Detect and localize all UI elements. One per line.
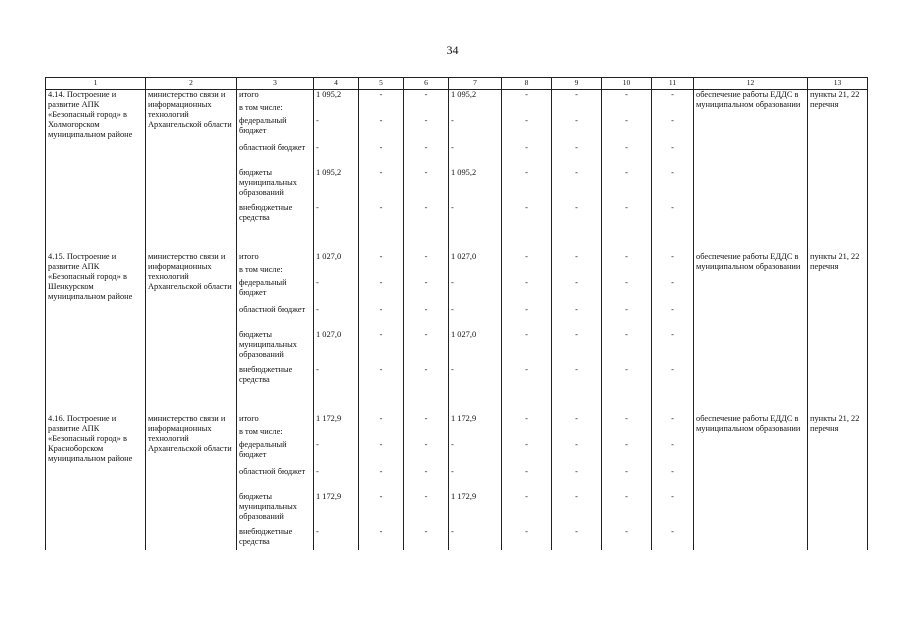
value-cell-c11: - (652, 305, 694, 330)
funding-source-label: федеральный бюджет (237, 116, 314, 143)
expected-result: обеспечение работы ЕДДС в муниципальном образовании (694, 90, 808, 227)
activity-name: 4.14. Построение и развитие АПК «Безопасный город» в Холмогорском муниципальном районе (46, 90, 146, 227)
value-cell-c8 (502, 265, 552, 278)
value-cell-c11: - (652, 143, 694, 168)
table-body (46, 90, 868, 551)
funding-source-label: областной бюджет (237, 143, 314, 168)
value-cell-c5: - (359, 116, 404, 143)
value-cell-c10 (602, 265, 652, 278)
reference: пункты 21, 22 перечня (808, 252, 868, 388)
value-cell-c8: - (502, 330, 552, 365)
value-cell-c6: - (404, 330, 449, 365)
spacer-cell (552, 226, 602, 252)
value-cell-c5: - (359, 414, 404, 427)
value-cell-c4: 1 027,0 (314, 252, 359, 265)
value-cell-c4: - (314, 143, 359, 168)
table-row (46, 252, 868, 265)
funding-source-label: федеральный бюджет (237, 440, 314, 467)
value-cell-c8: - (502, 90, 552, 104)
budget-table (45, 77, 868, 550)
value-cell-c9: - (552, 330, 602, 365)
value-cell-c8: - (502, 305, 552, 330)
value-cell-c5: - (359, 168, 404, 203)
value-cell-c11: - (652, 467, 694, 492)
value-cell-c6: - (404, 440, 449, 467)
value-cell-c9: - (552, 90, 602, 104)
value-cell-c9 (552, 265, 602, 278)
funding-source-label: областной бюджет (237, 467, 314, 492)
value-cell-c4: 1 095,2 (314, 90, 359, 104)
value-cell-c11: - (652, 90, 694, 104)
value-cell-c10: - (602, 492, 652, 527)
spacer-cell (237, 388, 314, 414)
value-cell-c7: - (449, 467, 502, 492)
value-cell-c9 (552, 427, 602, 440)
value-cell-c9: - (552, 414, 602, 427)
spacer-cell (602, 388, 652, 414)
table-row (46, 414, 868, 427)
value-cell-c10: - (602, 305, 652, 330)
value-cell-c5: - (359, 467, 404, 492)
funding-source-label: итого (237, 90, 314, 104)
value-cell-c7 (449, 427, 502, 440)
funding-source-label: федеральный бюджет (237, 278, 314, 305)
value-cell-c8 (502, 427, 552, 440)
value-cell-c6: - (404, 168, 449, 203)
value-cell-c4: 1 027,0 (314, 330, 359, 365)
value-cell-c11: - (652, 414, 694, 427)
value-cell-c5 (359, 103, 404, 116)
value-cell-c6 (404, 427, 449, 440)
spacer-cell (404, 388, 449, 414)
value-cell-c8: - (502, 143, 552, 168)
value-cell-c6: - (404, 116, 449, 143)
value-cell-c6 (404, 265, 449, 278)
value-cell-c11: - (652, 492, 694, 527)
value-cell-c9: - (552, 467, 602, 492)
value-cell-c10: - (602, 278, 652, 305)
executor: министерство связи и информационных технологий Архангельской области (146, 414, 237, 550)
value-cell-c7 (449, 265, 502, 278)
value-cell-c4: - (314, 305, 359, 330)
column-header: 8 (502, 78, 552, 90)
value-cell-c7: 1 095,2 (449, 168, 502, 203)
value-cell-c9: - (552, 203, 602, 226)
value-cell-c4: - (314, 203, 359, 226)
funding-source-label: в том числе: (237, 427, 314, 440)
spacer-cell (652, 226, 694, 252)
spacer-cell (46, 388, 146, 414)
value-cell-c6: - (404, 278, 449, 305)
value-cell-c8: - (502, 116, 552, 143)
spacer-cell (808, 388, 868, 414)
value-cell-c11: - (652, 252, 694, 265)
value-cell-c11 (652, 265, 694, 278)
column-header: 7 (449, 78, 502, 90)
spacer-cell (237, 226, 314, 252)
value-cell-c10: - (602, 414, 652, 427)
value-cell-c9: - (552, 278, 602, 305)
column-header: 5 (359, 78, 404, 90)
value-cell-c8: - (502, 278, 552, 305)
value-cell-c9: - (552, 305, 602, 330)
value-cell-c9 (552, 103, 602, 116)
value-cell-c11: - (652, 203, 694, 226)
activity-name: 4.16. Построение и развитие АПК «Безопасный город» в Красноборском муниципальном районе (46, 414, 146, 550)
value-cell-c8: - (502, 467, 552, 492)
value-cell-c7 (449, 103, 502, 116)
value-cell-c7: - (449, 116, 502, 143)
funding-source-label: внебюджетные средства (237, 203, 314, 226)
value-cell-c10 (602, 103, 652, 116)
value-cell-c7: 1 027,0 (449, 330, 502, 365)
spacer-cell (314, 226, 359, 252)
value-cell-c7: - (449, 440, 502, 467)
value-cell-c4: 1 172,9 (314, 414, 359, 427)
value-cell-c10: - (602, 116, 652, 143)
value-cell-c4: - (314, 278, 359, 305)
funding-source-label: бюджеты муниципальных образований (237, 330, 314, 365)
value-cell-c7: - (449, 527, 502, 550)
column-header: 10 (602, 78, 652, 90)
value-cell-c11 (652, 427, 694, 440)
value-cell-c4 (314, 103, 359, 116)
column-header: 6 (404, 78, 449, 90)
value-cell-c6: - (404, 365, 449, 388)
value-cell-c11: - (652, 365, 694, 388)
column-header: 12 (694, 78, 808, 90)
spacer-cell (694, 388, 808, 414)
spacer-cell (502, 388, 552, 414)
value-cell-c11: - (652, 116, 694, 143)
value-cell-c8: - (502, 252, 552, 265)
value-cell-c10: - (602, 143, 652, 168)
value-cell-c4: - (314, 527, 359, 550)
value-cell-c5: - (359, 492, 404, 527)
section-spacer (46, 226, 868, 252)
value-cell-c5: - (359, 440, 404, 467)
value-cell-c11: - (652, 527, 694, 550)
value-cell-c7: - (449, 305, 502, 330)
value-cell-c11: - (652, 330, 694, 365)
value-cell-c7: 1 172,9 (449, 414, 502, 427)
spacer-cell (314, 388, 359, 414)
column-header: 9 (552, 78, 602, 90)
spacer-cell (652, 388, 694, 414)
spacer-cell (694, 226, 808, 252)
spacer-cell (602, 226, 652, 252)
page-number: 34 (446, 43, 459, 57)
column-header: 4 (314, 78, 359, 90)
executor: министерство связи и информационных технологий Архангельской области (146, 252, 237, 388)
column-number-header (46, 78, 868, 90)
value-cell-c8: - (502, 440, 552, 467)
spacer-cell (359, 388, 404, 414)
value-cell-c7: 1 172,9 (449, 492, 502, 527)
spacer-cell (808, 226, 868, 252)
value-cell-c4: - (314, 365, 359, 388)
value-cell-c10: - (602, 203, 652, 226)
funding-source-label: бюджеты муниципальных образований (237, 492, 314, 527)
value-cell-c10: - (602, 527, 652, 550)
value-cell-c4: - (314, 116, 359, 143)
value-cell-c6: - (404, 527, 449, 550)
value-cell-c10 (602, 427, 652, 440)
executor: министерство связи и информационных технологий Архангельской области (146, 90, 237, 227)
value-cell-c8: - (502, 492, 552, 527)
value-cell-c4 (314, 427, 359, 440)
value-cell-c8: - (502, 203, 552, 226)
value-cell-c5: - (359, 305, 404, 330)
value-cell-c6 (404, 103, 449, 116)
value-cell-c9: - (552, 527, 602, 550)
value-cell-c10: - (602, 440, 652, 467)
value-cell-c8: - (502, 527, 552, 550)
value-cell-c5: - (359, 143, 404, 168)
value-cell-c9: - (552, 252, 602, 265)
funding-source-label: областной бюджет (237, 305, 314, 330)
value-cell-c8: - (502, 168, 552, 203)
value-cell-c9: - (552, 116, 602, 143)
value-cell-c11: - (652, 278, 694, 305)
column-header: 11 (652, 78, 694, 90)
funding-source-label: итого (237, 252, 314, 265)
funding-source-label: внебюджетные средства (237, 365, 314, 388)
column-header: 1 (46, 78, 146, 90)
spacer-cell (552, 388, 602, 414)
funding-source-label: в том числе: (237, 265, 314, 278)
expected-result: обеспечение работы ЕДДС в муниципальном образовании (694, 252, 808, 388)
value-cell-c8: - (502, 365, 552, 388)
value-cell-c8: - (502, 414, 552, 427)
funding-source-label: итого (237, 414, 314, 427)
value-cell-c8 (502, 103, 552, 116)
section-spacer (46, 388, 868, 414)
expected-result: обеспечение работы ЕДДС в муниципальном образовании (694, 414, 808, 550)
value-cell-c10: - (602, 365, 652, 388)
value-cell-c5: - (359, 330, 404, 365)
value-cell-c7: - (449, 365, 502, 388)
value-cell-c10: - (602, 252, 652, 265)
value-cell-c5: - (359, 252, 404, 265)
value-cell-c4: 1 095,2 (314, 168, 359, 203)
value-cell-c10: - (602, 467, 652, 492)
value-cell-c7: - (449, 203, 502, 226)
value-cell-c6: - (404, 305, 449, 330)
value-cell-c6: - (404, 414, 449, 427)
spacer-cell (359, 226, 404, 252)
spacer-cell (404, 226, 449, 252)
column-header: 2 (146, 78, 237, 90)
value-cell-c10: - (602, 90, 652, 104)
value-cell-c6: - (404, 203, 449, 226)
value-cell-c9: - (552, 143, 602, 168)
value-cell-c10: - (602, 168, 652, 203)
value-cell-c4: - (314, 440, 359, 467)
spacer-cell (502, 226, 552, 252)
value-cell-c4 (314, 265, 359, 278)
value-cell-c11: - (652, 440, 694, 467)
value-cell-c6: - (404, 252, 449, 265)
value-cell-c6: - (404, 492, 449, 527)
value-cell-c6: - (404, 143, 449, 168)
value-cell-c5: - (359, 90, 404, 104)
column-header: 3 (237, 78, 314, 90)
spacer-cell (449, 226, 502, 252)
value-cell-c11 (652, 103, 694, 116)
spacer-cell (146, 388, 237, 414)
value-cell-c5: - (359, 203, 404, 226)
value-cell-c9: - (552, 492, 602, 527)
value-cell-c7: - (449, 278, 502, 305)
value-cell-c5 (359, 427, 404, 440)
value-cell-c11: - (652, 168, 694, 203)
spacer-cell (146, 226, 237, 252)
value-cell-c7: 1 095,2 (449, 90, 502, 104)
reference: пункты 21, 22 перечня (808, 414, 868, 550)
value-cell-c6: - (404, 467, 449, 492)
reference: пункты 21, 22 перечня (808, 90, 868, 227)
funding-source-label: бюджеты муниципальных образований (237, 168, 314, 203)
value-cell-c4: 1 172,9 (314, 492, 359, 527)
value-cell-c7: 1 027,0 (449, 252, 502, 265)
value-cell-c5 (359, 265, 404, 278)
value-cell-c5: - (359, 527, 404, 550)
value-cell-c9: - (552, 168, 602, 203)
spacer-cell (46, 226, 146, 252)
value-cell-c5: - (359, 278, 404, 305)
table-row (46, 90, 868, 104)
value-cell-c5: - (359, 365, 404, 388)
spacer-cell (449, 388, 502, 414)
funding-source-label: в том числе: (237, 103, 314, 116)
value-cell-c9: - (552, 365, 602, 388)
value-cell-c4: - (314, 467, 359, 492)
column-header: 13 (808, 78, 868, 90)
funding-source-label: внебюджетные средства (237, 527, 314, 550)
value-cell-c9: - (552, 440, 602, 467)
activity-name: 4.15. Построение и развитие АПК «Безопасный город» в Шенкурском муниципальном районе (46, 252, 146, 388)
value-cell-c7: - (449, 143, 502, 168)
value-cell-c10: - (602, 330, 652, 365)
value-cell-c6: - (404, 90, 449, 104)
